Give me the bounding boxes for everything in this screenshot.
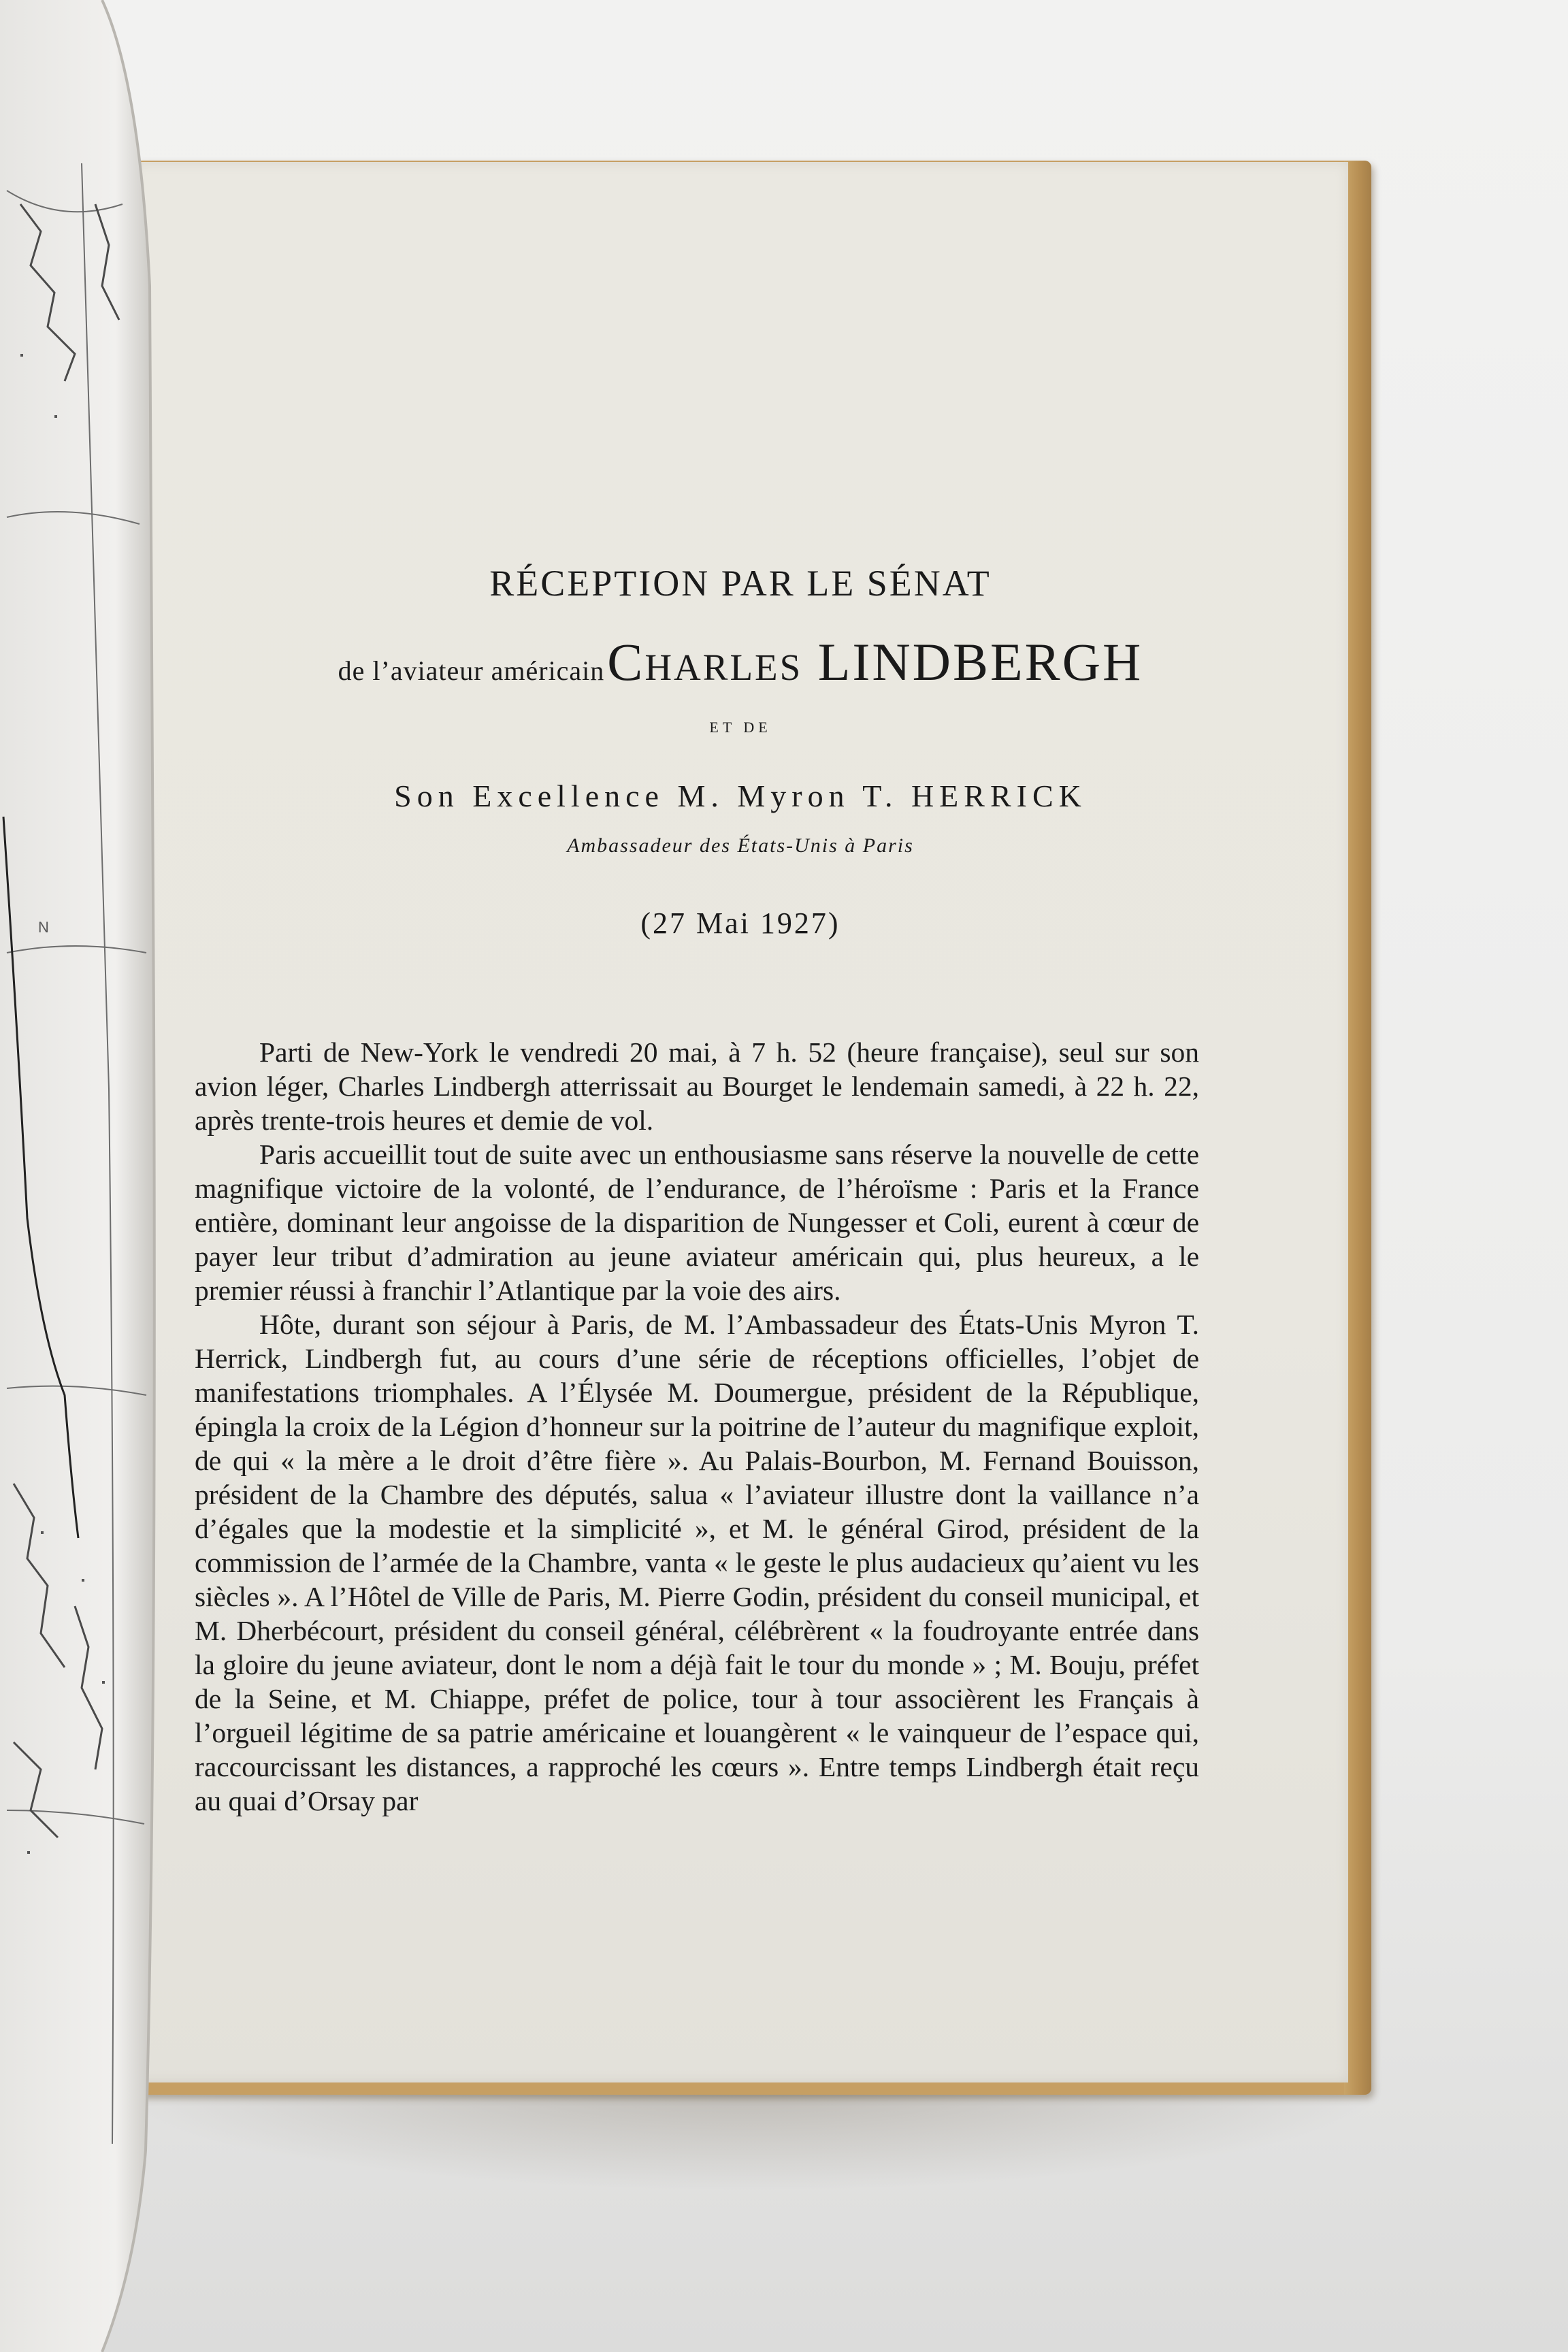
paragraph: Paris accueillit tout de suite avec un enthousiasme sans réserve la nouvelle de cette magnifique victoire de la volonté, de l’endurance, de l’héroïsme : Paris et la France entière, dominant leur angoisse de la disparition de Nungesser et Coli, eurent à cœur de payer leur tribut d’admiration au jeune aviateur américain qui, plus heureux, a le premier réussi à franchir l’Atlantique par la voie des airs. bbox=[195, 1139, 1199, 1306]
document-subtitle bbox=[133, 632, 1348, 693]
connector-text: ET DE bbox=[709, 719, 772, 736]
page-text bbox=[133, 162, 1348, 2082]
paragraph: Hôte, durant son séjour à Paris, de M. l’Ambassadeur des États-Unis Myron T. Herrick, Lindbergh fut, au cours d’une série de réceptions officielles, l’objet de manifestations triomphales. A l’Élysée M. Doumergue, président de la République, épingla la croix de la Légion d’honneur sur la poitrine de l’auteur du magnifique exploit, de qui « la mère a le droit d’être fière ». Au Palais-Bourbon, M. Fernand Bouisson, président de la Chambre des députés, salua « l’aviateur illustre dont la vaillance n’a d’égales que la modestie et la simplicité », et M. le général Girod, président de la commission de l’armée de la Chambre, vanta « le geste le plus audacieux qu’aient vu les siècles ». A l’Hôtel de Ville de Paris, M. Pierre Godin, président du conseil municipal, et M. Dherbécourt, président du conseil général, célébrèrent « la foudroyante entrée dans la gloire du jeune aviateur, dont le nom a déjà fait le tour du monde » ; M. Bouju, préfet de la Seine, et M. Chiappe, préfet de police, tour à tour associèrent les Français à l’orgueil légitime de sa patrie américaine et louangèrent « le vainqueur de l’espace qui, raccourcissant les distances, a rapproché les cœurs ». Entre temps Lindbergh était reçu au quai d’Orsay par bbox=[195, 1309, 1199, 1816]
document-title: RÉCEPTION PAR LE SÉNAT bbox=[489, 563, 992, 604]
subtitle-prefix: de l’aviateur américain bbox=[338, 655, 605, 686]
second-honoree-role: Ambassadeur des États-Unis à Paris bbox=[567, 834, 914, 857]
second-honoree: Son Excellence M. Myron T. HERRICK bbox=[394, 779, 1087, 813]
paragraph: Parti de New-York le vendredi 20 mai, à 7 h. 52 (heure française), seul sur son avion léger, Charles Lindbergh atterrissait au Bourget le lendemain samedi, à 22 h. 22, après trente-trois heures et demie de vol. bbox=[195, 1036, 1199, 1136]
document-date: (27 Mai 1927) bbox=[640, 906, 840, 940]
book-shadow bbox=[102, 2082, 1395, 2191]
map-illustration bbox=[0, 0, 157, 2352]
compass-letter: N bbox=[38, 919, 49, 936]
left-page-map bbox=[0, 0, 157, 2352]
subtitle-name: Charles LINDBERGH bbox=[607, 632, 1143, 691]
body-text bbox=[195, 1035, 1199, 1818]
book-page bbox=[133, 162, 1348, 2082]
